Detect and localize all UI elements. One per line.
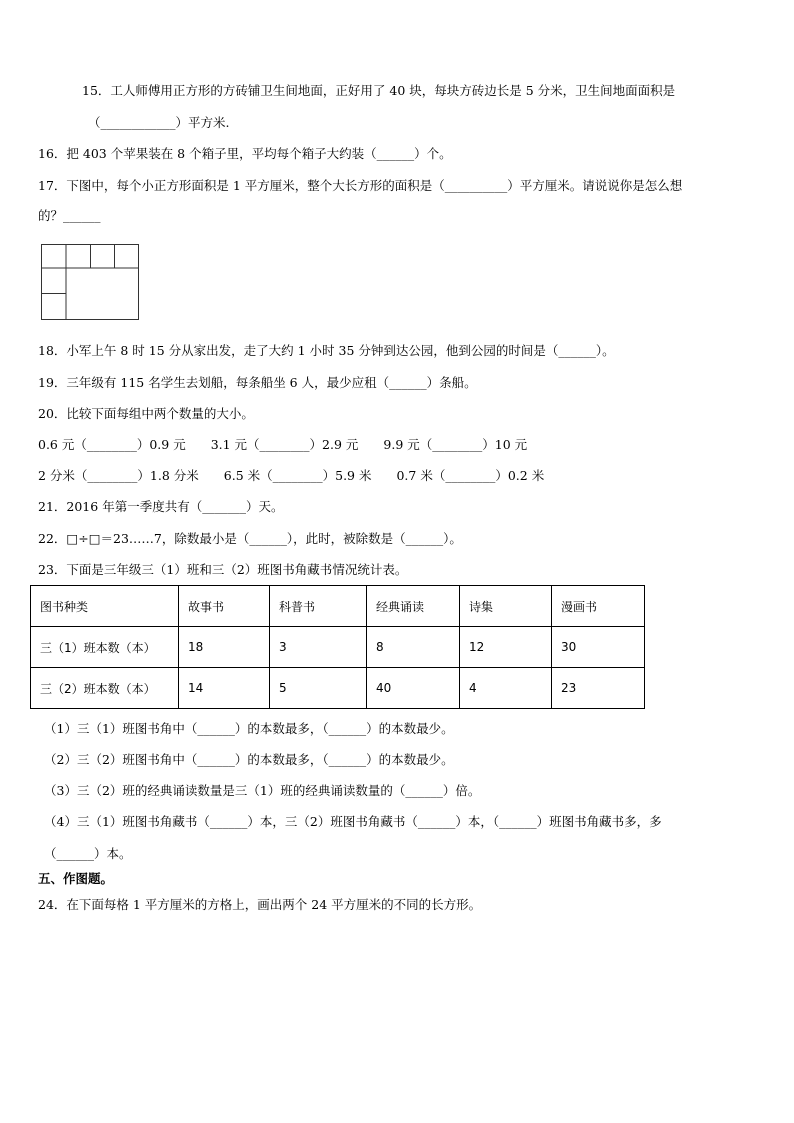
table-cell: 8 [367, 627, 460, 668]
q22-text: 22．□÷□＝23……7，除数最小是（______），此时，被除数是（______）。 [38, 531, 462, 546]
table-cell: 18 [179, 627, 270, 668]
table-header-cell: 故事书 [179, 586, 270, 627]
q17-rectangle-figure [40, 243, 140, 321]
table-header-cell: 漫画书 [552, 586, 645, 627]
table-cell: 30 [552, 627, 645, 668]
table-header-cell: 图书种类 [31, 586, 179, 627]
q23-sub4-line2: （______）本。 [44, 846, 132, 861]
q23-sub3: （3）三（2）班的经典诵读数量是三（1）班的经典诵读数量的（______）倍。 [44, 783, 481, 798]
q20-title: 20．比较下面每组中两个数量的大小。 [38, 406, 254, 421]
q15-line1: 15．工人师傅用正方形的方砖铺卫生间地面，正好用了 40 块，每块方砖边长是 5 分米，卫生间地面面积是 [82, 83, 676, 98]
q17-line1: 17．下图中，每个小正方形面积是 1 平方厘米，整个大长方形的面积是（__________）平方厘米。请说说你是怎么想 [38, 178, 683, 193]
q16-text: 16．把 403 个苹果装在 8 个箱子里，平均每个箱子大约装（______）个。 [38, 146, 452, 161]
table-cell: 4 [460, 668, 552, 709]
table-cell: 14 [179, 668, 270, 709]
table-header-cell: 诗集 [460, 586, 552, 627]
table-cell: 23 [552, 668, 645, 709]
q21-text: 21．2016 年第一季度共有（_______）天。 [38, 499, 284, 514]
table-row [31, 627, 645, 668]
q24-text: 24．在下面每格 1 平方厘米的方格上，画出两个 24 平方厘米的不同的长方形。 [38, 897, 482, 912]
q17-grid-svg [40, 243, 140, 321]
q17-line2: 的？______ [38, 208, 101, 223]
table-cell: 40 [367, 668, 460, 709]
q23-title: 23．下面是三年级三（1）班和三（2）班图书角藏书情况统计表。 [38, 562, 408, 577]
table-cell: 三（2）班本数（本） [31, 668, 179, 709]
q20-row2: 2 分米（________）1.8 分米 6.5 米（________）5.9 米 0.7 米（________）0.2 米 [38, 468, 545, 483]
table-cell: 三（1）班本数（本） [31, 627, 179, 668]
library-stats-table [30, 585, 645, 709]
table-cell: 5 [270, 668, 367, 709]
q18-text: 18．小军上午 8 时 15 分从家出发，走了大约 1 小时 35 分钟到达公园，他到公园的时间是（______）。 [38, 343, 615, 358]
table-header-cell: 科普书 [270, 586, 367, 627]
section-5-heading: 五、作图题。 [38, 871, 114, 886]
q23-sub4-line1: （4）三（1）班图书角藏书（______）本，三（2）班图书角藏书（______）本，（______）班图书角藏书多，多 [44, 814, 662, 829]
q19-text: 19．三年级有 115 名学生去划船，每条船坐 6 人，最少应租（______）条船。 [38, 375, 477, 390]
q23-sub2: （2）三（2）班图书角中（______）的本数最多，（______）的本数最少。 [44, 752, 454, 767]
table-cell: 3 [270, 627, 367, 668]
q23-sub1: （1）三（1）班图书角中（______）的本数最多，（______）的本数最少。 [44, 721, 454, 736]
table-header-cell: 经典诵读 [367, 586, 460, 627]
q15-line2: （____________）平方米. [88, 115, 230, 130]
table-cell: 12 [460, 627, 552, 668]
table-row [31, 668, 645, 709]
q20-row1: 0.6 元（________）0.9 元 3.1 元（________）2.9 元 9.9 元（________）10 元 [38, 437, 528, 452]
table-header-row [31, 586, 645, 627]
